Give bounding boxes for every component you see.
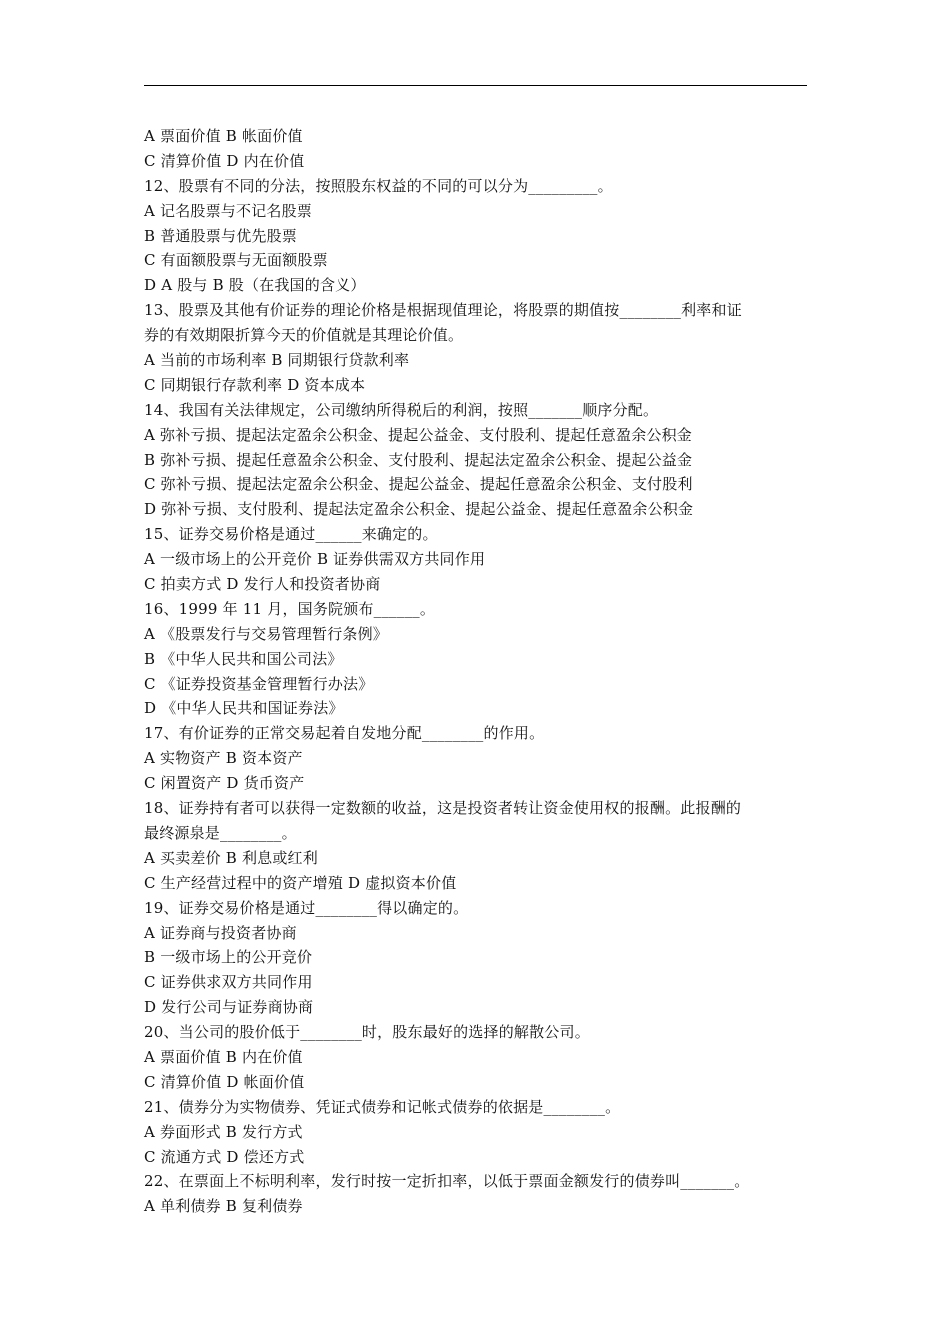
option-line: D 发行公司与证券商协商: [144, 998, 314, 1017]
option-line: A 当前的市场利率 B 同期银行贷款利率: [144, 351, 410, 370]
option-line: A 单利债券 B 复利债券: [144, 1197, 303, 1216]
option-line: B 弥补亏损、提起任意盈余公积金、支付股利、提起法定盈余公积金、提起公益金: [144, 450, 693, 469]
option-line: A 券面形式 B 发行方式: [144, 1122, 303, 1141]
question-17: 17、有价证券的正常交易起着自发地分配________的作用。: [144, 724, 545, 743]
option-line: C 闲置资产 D 货币资产: [144, 774, 305, 793]
question-12: 12、股票有不同的分法，按照股东权益的不同的可以分为_________。: [144, 176, 613, 195]
option-line: C 弥补亏损、提起法定盈余公积金、提起公益金、提起任意盈余公积金、支付股利: [144, 475, 693, 494]
question-22: 22、在票面上不标明利率，发行时按一定折扣率，以低于票面金额发行的债券叫_______。: [144, 1172, 750, 1191]
option-line: D 弥补亏损、支付股利、提起法定盈余公积金、提起公益金、提起任意盈余公积金: [144, 500, 694, 519]
option-line: C 生产经营过程中的资产增殖 D 虚拟资本价值: [144, 873, 457, 892]
option-line: A 一级市场上的公开竞价 B 证券供需双方共同作用: [144, 550, 486, 569]
option-line: C 清算价值 D 内在价值: [144, 151, 305, 170]
question-20: 20、当公司的股价低于________时，股东最好的选择的解散公司。: [144, 1023, 590, 1042]
question-15: 15、证券交易价格是通过______来确定的。: [144, 525, 438, 544]
option-line: A 票面价值 B 内在价值: [144, 1047, 303, 1066]
option-line: D 《中华人民共和国证券法》: [144, 699, 344, 718]
option-line: A 弥补亏损、提起法定盈余公积金、提起公益金、支付股利、提起任意盈余公积金: [144, 425, 693, 444]
question-13-continued: 券的有效期限折算今天的价值就是其理论价值。: [144, 326, 464, 345]
question-16: 16、1999 年 11 月，国务院颁布______。: [144, 599, 436, 618]
option-line: A 实物资产 B 资本资产: [144, 749, 303, 768]
option-line: B 一级市场上的公开竞价: [144, 948, 313, 967]
option-line: A 票面价值 B 帐面价值: [144, 127, 303, 145]
option-line: A 买卖差价 B 利息或红利: [144, 848, 318, 867]
option-line: C 流通方式 D 偿还方式: [144, 1147, 305, 1166]
option-line: C 拍卖方式 D 发行人和投资者协商: [144, 575, 381, 594]
question-19: 19、证券交易价格是通过________得以确定的。: [144, 898, 469, 917]
option-line: B 普通股票与优先股票: [144, 226, 297, 245]
option-line: B 《中华人民共和国公司法》: [144, 649, 343, 668]
question-14: 14、我国有关法律规定，公司缴纳所得税后的利润，按照_______顺序分配。: [144, 400, 659, 419]
header-rule: [144, 85, 807, 86]
option-line: C 同期银行存款利率 D 资本成本: [144, 375, 366, 394]
question-18-continued: 最终源泉是________。: [144, 823, 297, 842]
question-18: 18、证券持有者可以获得一定数额的收益，这是投资者转让资金使用权的报酬。此报酬的: [144, 799, 742, 818]
option-line: D A 股与 B 股（在我国的含义）: [144, 276, 366, 295]
document-body: [144, 124, 808, 1219]
option-line: C 《证券投资基金管理暂行办法》: [144, 674, 374, 693]
option-line: C 证券供求双方共同作用: [144, 973, 313, 992]
option-line: C 清算价值 D 帐面价值: [144, 1072, 305, 1091]
question-21: 21、债券分为实物债券、凭证式债券和记帐式债券的依据是________。: [144, 1097, 621, 1116]
option-line: C 有面额股票与无面额股票: [144, 251, 328, 270]
option-line: A 《股票发行与交易管理暂行条例》: [144, 624, 389, 643]
question-13: 13、股票及其他有价证券的理论价格是根据现值理论，将股票的期值按________利率和证: [144, 301, 742, 320]
option-line: A 证券商与投资者协商: [144, 923, 297, 942]
option-line: A 记名股票与不记名股票: [144, 201, 313, 220]
